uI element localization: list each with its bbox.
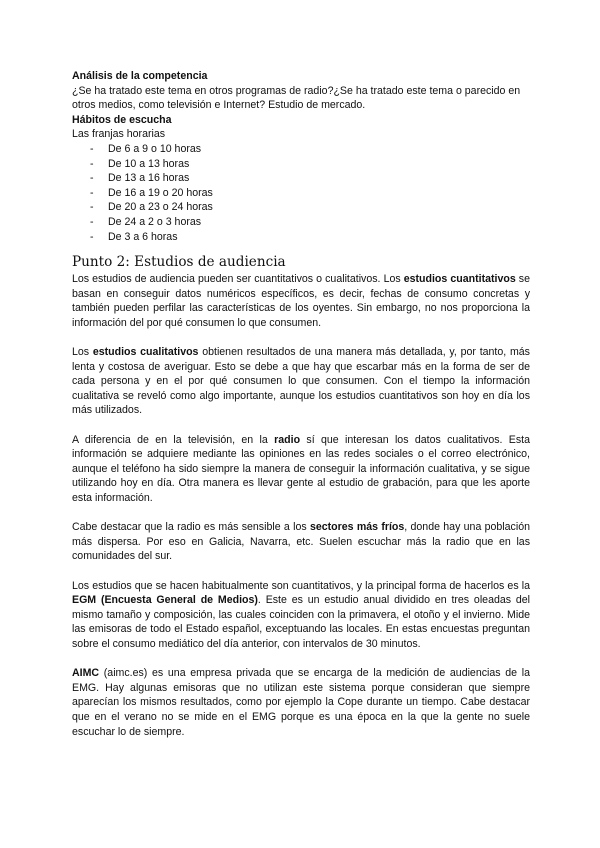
list-item bbox=[72, 186, 530, 201]
bold-term: sectores más fríos bbox=[309, 521, 405, 534]
list-item-text: De 13 a 16 horas bbox=[108, 172, 190, 185]
habitos-heading: Hábitos de escucha bbox=[72, 113, 172, 126]
dash-bullet: - bbox=[90, 186, 94, 199]
text-run: A diferencia de en la televisión, en la bbox=[72, 433, 275, 446]
list-item-text: De 3 a 6 horas bbox=[108, 230, 178, 243]
paragraph-sectores bbox=[72, 520, 530, 564]
bold-term: radio bbox=[274, 433, 301, 446]
paragraph-gap bbox=[72, 331, 530, 346]
paragraph-cualitativos bbox=[72, 345, 530, 418]
list-item bbox=[72, 142, 530, 157]
dash-bullet: - bbox=[90, 215, 94, 228]
list-item bbox=[72, 230, 530, 245]
paragraph-gap bbox=[72, 418, 530, 433]
text-run: obtienen resultados de una manera más detallada, y, por tanto, más lenta y costosa de averiguar. Esto se debe a que hay que escarbar más en la forma de ser de cada persona y en el por qué consumen lo que consumen. Con el tiempo la información cualitativa se reveló como algo importante, aunque los estudios cuantitativos son hoy en día los más utilizados. bbox=[72, 346, 530, 417]
bold-term: AIMC bbox=[72, 667, 100, 680]
dash-bullet: - bbox=[90, 172, 94, 185]
text-run: , donde hay una población más dispersa. Por eso en Galicia, Navarra, etc. Suelen escuchar más la radio que en las comunidades del sur. bbox=[72, 521, 530, 563]
list-item-text: De 20 a 23 o 24 horas bbox=[108, 201, 213, 214]
paragraph-cuantitativos bbox=[72, 272, 530, 330]
text-run: (aimc.es) es una empresa privada que se encarga de la medición de audiencias de la EMG. Hay algunas emisoras que no utilizan este sistema porque consideran que siempre aparecían los mismos resultados, como por ejemplo la Cope durante un tiempo. Cabe destacar que en el verano no se mide en el EMG porque es una época en la que la gente no suele escuchar lo de siempre. bbox=[72, 667, 530, 738]
paragraph-gap bbox=[72, 506, 530, 521]
competencia-text: ¿Se ha tratado este tema en otros programas de radio?¿Se ha tratado este tema o parecido en otros medios, como televisión e Internet? Estudio de mercado. bbox=[72, 84, 521, 112]
paragraph-egm bbox=[72, 579, 530, 652]
dash-bullet: - bbox=[90, 230, 94, 243]
competencia-heading: Análisis de la competencia bbox=[72, 70, 208, 82]
text-run: Los estudios de audiencia pueden ser cuantitativos o cualitativos. Los bbox=[72, 273, 404, 286]
text-run: . Este es un estudio anual dividido en tres oleadas del mismo tamaño y composición, las cuales coinciden con la primavera, el otoño y el invierno. Mide las emisoras de todo el Estado español, exceptuando las locales. En estas encuestas preguntan sobre el consumo mediático del día anterior, con intervalos de 30 minutos. bbox=[72, 594, 531, 650]
document-page bbox=[72, 69, 530, 739]
bold-term: estudios cuantitativos bbox=[403, 273, 516, 286]
section-title: Punto 2: Estudios de audiencia bbox=[72, 254, 286, 271]
text-run: Los estudios que se hacen habitualmente son cuantitativos, y la principal forma de hacerlos es la bbox=[72, 579, 530, 592]
dash-bullet: - bbox=[90, 157, 94, 170]
list-item bbox=[72, 215, 530, 230]
paragraph-gap bbox=[72, 652, 530, 667]
list-item-text: De 16 a 19 o 20 horas bbox=[108, 186, 213, 199]
text-run: Cabe destacar que la radio es más sensible a los bbox=[72, 521, 310, 534]
paragraph-radio bbox=[72, 433, 530, 506]
list-item-text: De 24 a 2 o 3 horas bbox=[108, 215, 202, 228]
list-item-text: De 10 a 13 horas bbox=[108, 157, 190, 170]
dash-bullet: - bbox=[90, 201, 94, 214]
text-run: se basan en conseguir datos numéricos específicos, es decir, fechas de consumo concretas y también pueden perfilar las características de los oyentes. Sin embargo, no nos proporciona la información del por qué consumen lo que consumen. bbox=[72, 273, 530, 329]
paragraph-aimc bbox=[72, 666, 530, 739]
franjas-list bbox=[72, 142, 530, 244]
list-item-text: De 6 a 9 o 10 horas bbox=[108, 142, 202, 155]
text-run: sí que interesan los datos cualitativos. Esta información se adquiere mediante las opiniones en las redes sociales o el correo electrónico, aunque el teléfono ha sido siempre la manera de conseguir la información cualitativa, y se sigue utilizando hoy en día. Otra manera es llevar gente al estudio de grabación, para que les aporte esta información. bbox=[72, 433, 530, 505]
list-item bbox=[72, 157, 530, 172]
list-item bbox=[72, 171, 530, 186]
habitos-intro: Las franjas horarias bbox=[72, 128, 166, 141]
text-run: Los bbox=[72, 346, 93, 359]
bold-term: estudios cualitativos bbox=[92, 346, 199, 359]
dash-bullet: - bbox=[90, 142, 94, 155]
paragraph-gap bbox=[72, 564, 530, 579]
bold-term: EGM (Encuesta General de Medios) bbox=[72, 594, 258, 607]
list-item bbox=[72, 200, 530, 215]
